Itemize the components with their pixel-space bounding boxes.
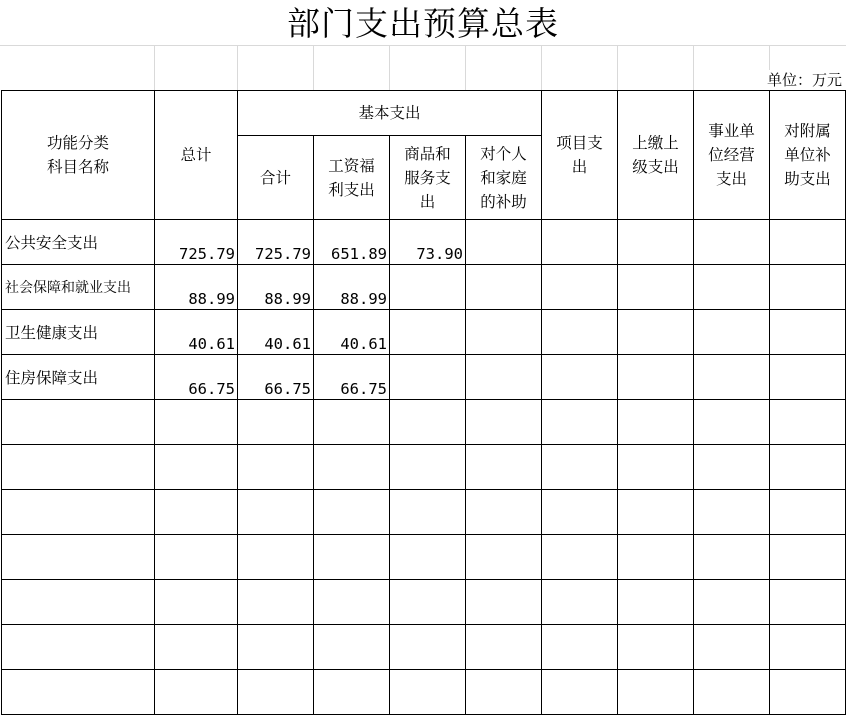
empty-cell (770, 670, 846, 715)
cell-subsidy (466, 355, 542, 400)
empty-cell (542, 445, 618, 490)
cell-salary: 40.61 (314, 310, 390, 355)
empty-cell (390, 580, 466, 625)
cell-subsidy (466, 310, 542, 355)
cell-goods (390, 265, 466, 310)
empty-cell (770, 625, 846, 670)
empty-row (2, 490, 846, 535)
cell-business (694, 265, 770, 310)
cell-affiliate (770, 310, 846, 355)
cell-upper (618, 220, 694, 265)
empty-cell (238, 580, 314, 625)
empty-cell (466, 535, 542, 580)
empty-cell (2, 625, 155, 670)
empty-cell (770, 535, 846, 580)
empty-cell (314, 490, 390, 535)
table-row (2, 265, 846, 310)
empty-cell (694, 445, 770, 490)
empty-cell (542, 670, 618, 715)
cell-upper (618, 310, 694, 355)
cell-subsidy (466, 265, 542, 310)
empty-cell (155, 535, 238, 580)
empty-cell (238, 670, 314, 715)
empty-row (2, 535, 846, 580)
empty-cell (618, 535, 694, 580)
empty-cell (2, 670, 155, 715)
empty-cell (466, 445, 542, 490)
table-row (2, 220, 846, 265)
empty-cell (618, 670, 694, 715)
empty-cell (390, 400, 466, 445)
cell-project (542, 355, 618, 400)
empty-cell (2, 490, 155, 535)
empty-cell (770, 490, 846, 535)
header-business: 事业单 位经营 支出 (694, 91, 770, 220)
empty-cell (2, 535, 155, 580)
cell-salary: 88.99 (314, 265, 390, 310)
empty-row (2, 670, 846, 715)
empty-cell (314, 400, 390, 445)
empty-cell (618, 625, 694, 670)
empty-cell (694, 400, 770, 445)
cell-subtotal: 40.61 (238, 310, 314, 355)
empty-cell (694, 490, 770, 535)
empty-cell (542, 580, 618, 625)
cell-business (694, 310, 770, 355)
cell-project (542, 310, 618, 355)
empty-cell (390, 490, 466, 535)
row-category-name: 卫生健康支出 (2, 310, 155, 355)
empty-cell (238, 490, 314, 535)
header-upper: 上缴上 级支出 (618, 91, 694, 220)
cell-subtotal: 725.79 (238, 220, 314, 265)
empty-cell (770, 400, 846, 445)
empty-cell (2, 400, 155, 445)
cell-subtotal: 66.75 (238, 355, 314, 400)
cell-total: 66.75 (155, 355, 238, 400)
cell-business (694, 220, 770, 265)
header-project: 项目支 出 (542, 91, 618, 220)
empty-cell (314, 625, 390, 670)
cell-subtotal: 88.99 (238, 265, 314, 310)
empty-cell (390, 535, 466, 580)
empty-cell (618, 490, 694, 535)
empty-cell (155, 670, 238, 715)
empty-cell (694, 580, 770, 625)
empty-cell (390, 625, 466, 670)
empty-cell (618, 580, 694, 625)
empty-cell (155, 400, 238, 445)
empty-cell (770, 580, 846, 625)
cell-salary: 651.89 (314, 220, 390, 265)
unit-label: 单位：万元 (766, 71, 842, 89)
empty-cell (314, 580, 390, 625)
cell-affiliate (770, 355, 846, 400)
empty-cell (466, 490, 542, 535)
empty-cell (390, 670, 466, 715)
cell-goods: 73.90 (390, 220, 466, 265)
cell-upper (618, 265, 694, 310)
cell-affiliate (770, 265, 846, 310)
header-goods: 商品和 服务支 出 (390, 136, 466, 220)
header-basic-group: 基本支出 (238, 91, 542, 136)
empty-cell (155, 625, 238, 670)
empty-cell (466, 670, 542, 715)
cell-affiliate (770, 220, 846, 265)
empty-cell (2, 580, 155, 625)
empty-cell (694, 670, 770, 715)
empty-row (2, 580, 846, 625)
empty-row (2, 625, 846, 670)
cell-project (542, 265, 618, 310)
empty-cell (694, 625, 770, 670)
cell-total: 88.99 (155, 265, 238, 310)
header-salary: 工资福 利支出 (314, 136, 390, 220)
empty-cell (314, 535, 390, 580)
row-category-name: 住房保障支出 (2, 355, 155, 400)
cell-salary: 66.75 (314, 355, 390, 400)
cell-project (542, 220, 618, 265)
header-affiliate: 对附属 单位补 助支出 (770, 91, 846, 220)
empty-cell (2, 445, 155, 490)
empty-cell (314, 445, 390, 490)
empty-cell (155, 580, 238, 625)
cell-goods (390, 355, 466, 400)
empty-cell (694, 535, 770, 580)
empty-cell (542, 535, 618, 580)
cell-total: 725.79 (155, 220, 238, 265)
empty-cell (466, 580, 542, 625)
table-row (2, 355, 846, 400)
empty-row (2, 400, 846, 445)
header-subtotal: 合计 (238, 136, 314, 220)
cell-goods (390, 310, 466, 355)
budget-table (1, 90, 846, 715)
header-subsidy: 对个人 和家庭 的补助 (466, 136, 542, 220)
row-category-name: 公共安全支出 (2, 220, 155, 265)
empty-cell (155, 490, 238, 535)
table-row (2, 310, 846, 355)
row-category-name: 社会保障和就业支出 (2, 265, 155, 310)
empty-cell (238, 400, 314, 445)
empty-cell (542, 400, 618, 445)
empty-cell (390, 445, 466, 490)
empty-cell (238, 625, 314, 670)
empty-cell (466, 625, 542, 670)
empty-cell (618, 400, 694, 445)
empty-cell (238, 445, 314, 490)
empty-cell (770, 445, 846, 490)
empty-cell (314, 670, 390, 715)
empty-cell (238, 535, 314, 580)
header-category: 功能分类 科目名称 (2, 91, 155, 220)
empty-cell (542, 490, 618, 535)
empty-cell (542, 625, 618, 670)
cell-subsidy (466, 220, 542, 265)
cell-business (694, 355, 770, 400)
page-title: 部门支出预算总表 (287, 4, 559, 43)
empty-cell (618, 445, 694, 490)
empty-cell (466, 400, 542, 445)
empty-cell (155, 445, 238, 490)
cell-total: 40.61 (155, 310, 238, 355)
cell-upper (618, 355, 694, 400)
header-total: 总计 (155, 91, 238, 220)
empty-row (2, 445, 846, 490)
